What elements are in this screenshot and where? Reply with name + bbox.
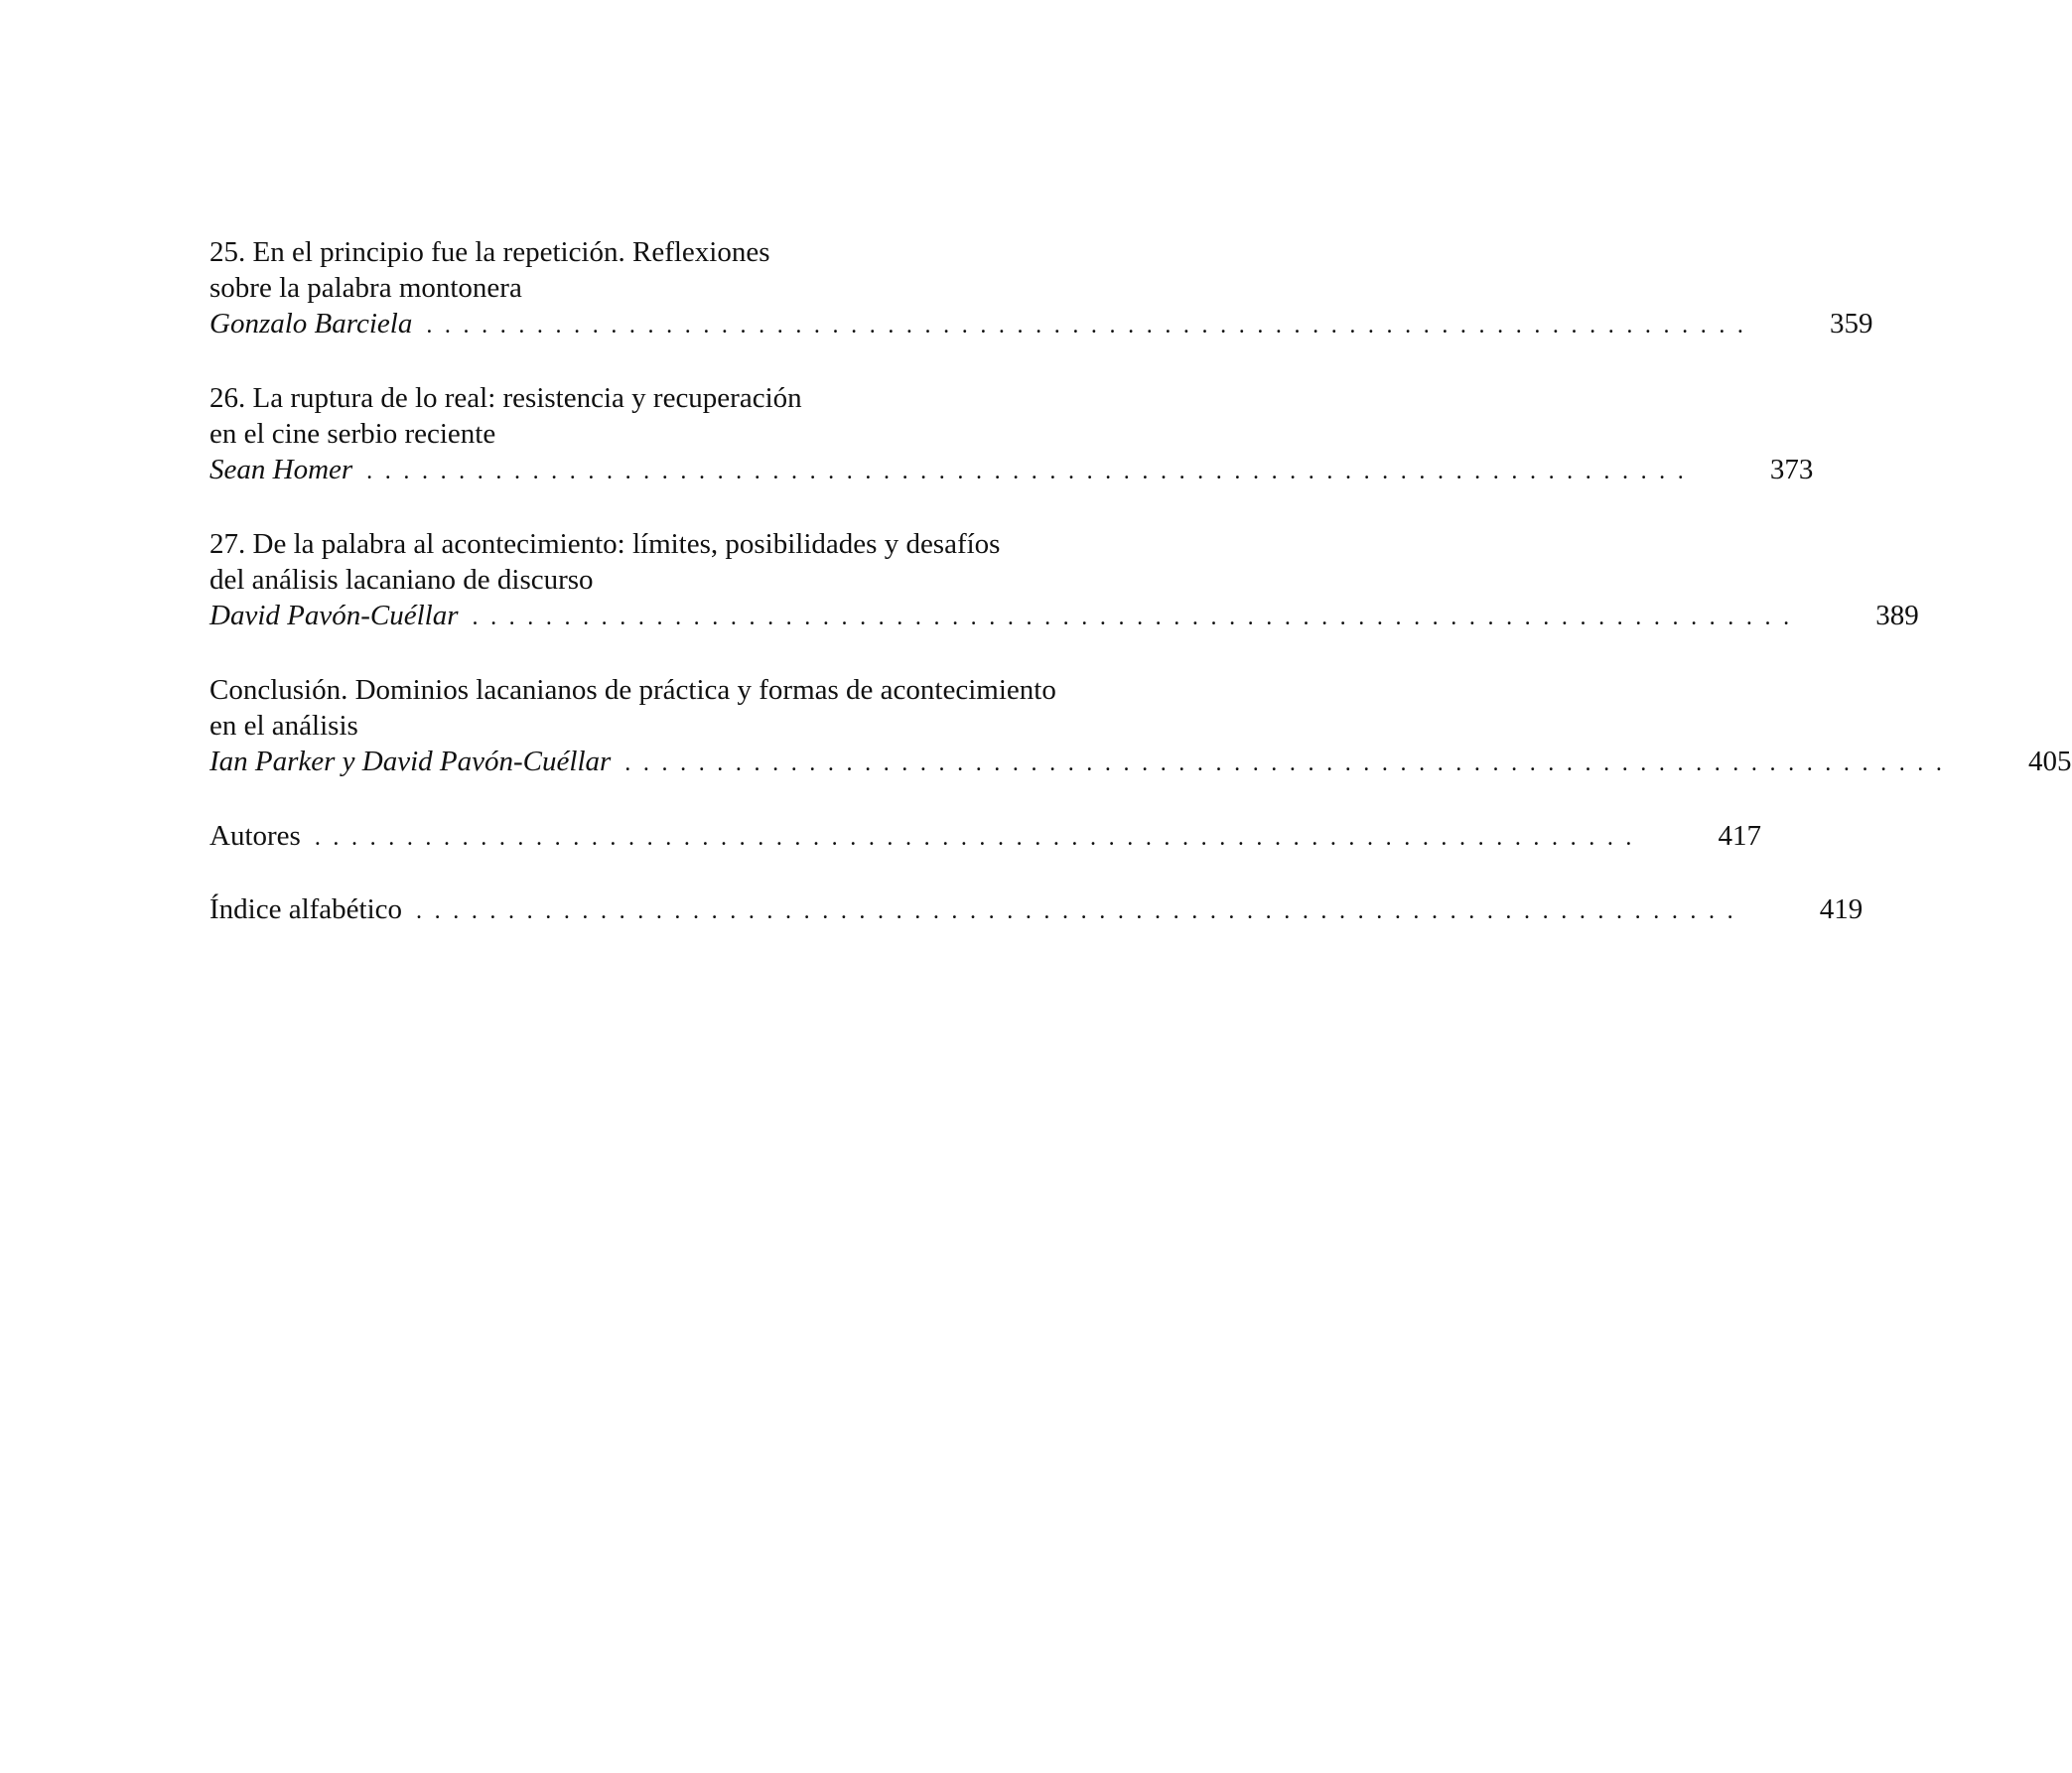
toc-entry-author: Gonzalo Barciela xyxy=(209,308,413,340)
toc-entry-conclusion xyxy=(209,672,2072,781)
table-of-contents xyxy=(209,234,2072,965)
toc-entry-page-number: 373 xyxy=(1769,454,1814,485)
toc-entry-author-row xyxy=(209,598,1919,635)
toc-entry-label: Índice alfabético xyxy=(209,893,403,925)
toc-entry-title-line: 27. De la palabra al acontecimiento: límites, posibilidades y desafíos xyxy=(209,528,1001,560)
toc-simple-row xyxy=(209,891,1864,929)
toc-entry-title-line: 26. La ruptura de lo real: resistencia y recuperación xyxy=(209,382,802,414)
toc-entry-autores xyxy=(209,818,1762,856)
toc-entry-page-number: 359 xyxy=(1830,308,1873,340)
toc-entry-26 xyxy=(209,380,1814,489)
dot-leader: ........................................................................ xyxy=(426,313,1756,339)
toc-entry-author: David Pavón-Cuéllar xyxy=(209,600,459,631)
toc-entry-author-row xyxy=(209,744,2072,781)
toc-entry-page-number: 419 xyxy=(1819,893,1864,925)
dot-leader: ........................................................................ xyxy=(472,605,1802,630)
toc-entry-title-line: 25. En el principio fue la repetición. Reflexiones xyxy=(209,236,770,268)
toc-entry-label: Autores xyxy=(209,820,301,852)
toc-entry-page-number: 405 xyxy=(2028,746,2072,777)
dot-leader: ........................................................................ xyxy=(314,825,1645,851)
toc-entry-25 xyxy=(209,234,1873,343)
toc-entry-indice xyxy=(209,891,1864,929)
toc-entry-author: Sean Homer xyxy=(209,454,353,485)
dot-leader: ........................................................................ xyxy=(624,750,1955,776)
toc-entry-title-line: en el cine serbio reciente xyxy=(209,418,496,450)
toc-entry-author: Ian Parker y David Pavón-Cuéllar xyxy=(209,746,612,777)
dot-leader: ........................................................................ xyxy=(416,898,1746,924)
dot-leader: ........................................................................ xyxy=(366,459,1697,484)
toc-simple-row xyxy=(209,818,1762,856)
toc-entry-page-number: 417 xyxy=(1718,820,1762,852)
toc-entry-page-number: 389 xyxy=(1875,600,1919,631)
toc-entry-author-row xyxy=(209,452,1814,489)
toc-entry-author-row xyxy=(209,306,1873,343)
toc-entry-title-line: en el análisis xyxy=(209,710,358,742)
toc-entry-title-line: Conclusión. Dominios lacanianos de práctica y formas de acontecimiento xyxy=(209,674,1056,706)
toc-entry-title-line: del análisis lacaniano de discurso xyxy=(209,564,594,596)
toc-entry-title-line: sobre la palabra montonera xyxy=(209,272,522,304)
toc-entry-27 xyxy=(209,526,1919,635)
